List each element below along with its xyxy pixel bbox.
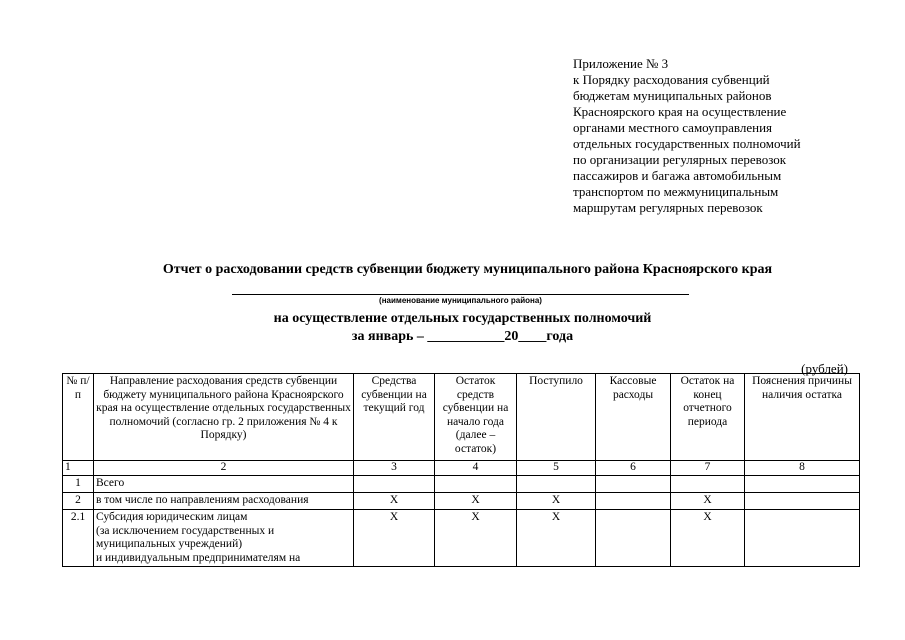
appendix-line: пассажиров и багажа автомобильным [573,168,782,183]
table-cell: X [517,493,596,510]
column-number: 3 [354,461,435,476]
table-cell [517,476,596,493]
column-number: 1 [63,461,94,476]
row-label: в том числе по направлениям расходования [94,493,354,510]
appendix-line: бюджетам муниципальных районов [573,88,772,103]
table-cell: X [354,510,435,567]
table-row [63,510,860,567]
appendix-line: транспортом по межмуниципальным [573,184,779,199]
table-cell: X [671,510,745,567]
table-cell: X [354,493,435,510]
appendix-line: отдельных государственных полномочий [573,136,801,151]
column-number: 4 [435,461,517,476]
units-label: (рублей) [801,361,848,376]
district-name-caption: (наименование муниципального района) [379,296,542,305]
table-cell: X [435,493,517,510]
table-cell: X [435,510,517,567]
table-cell [435,476,517,493]
report-table [62,373,860,567]
report-period: за январь – ___________20____года [351,329,574,344]
table-cell [596,476,671,493]
header-cell: Направление расходования средств субвенции бюджету муниципального района Красноярского края на осуществление отдельных государственных полномочий (согласно гр. 2 приложения № 4 к Порядку) [94,374,354,461]
table-cell: X [671,493,745,510]
row-number: 2.1 [63,510,94,567]
table-cell [596,493,671,510]
appendix-line: Приложение № 3 [573,56,669,71]
appendix-line: по организации регулярных перевозок [573,152,787,167]
appendix-line: маршрутам регулярных перевозок [573,200,763,215]
header-cell: Остаток средств субвенции на начало года (далее – остаток) [435,374,517,461]
row-number: 1 [63,476,94,493]
row-number: 2 [63,493,94,510]
table-cell [745,510,860,567]
column-number: 8 [745,461,860,476]
header-cell: Поступило [517,374,596,461]
header-cell: Средства субвенции на текущий год [354,374,435,461]
appendix-line: Красноярского края на осуществление [573,104,787,119]
table-cell [354,476,435,493]
column-number: 5 [517,461,596,476]
table-row [63,493,860,510]
table-cell [596,510,671,567]
column-number: 2 [94,461,354,476]
column-number: 6 [596,461,671,476]
table-cell [671,476,745,493]
header-cell: Остаток на конец отчетного периода [671,374,745,461]
header-cell: № п/п [63,374,94,461]
header-cell: Пояснения причины наличия остатка [745,374,860,461]
appendix-line: к Порядку расходования субвенций [573,72,770,87]
district-name-line [232,294,689,295]
report-subtitle: на осуществление отдельных государственных полномочий [273,311,652,326]
column-number: 7 [671,461,745,476]
table-cell [745,476,860,493]
column-number-row [63,461,860,476]
appendix-block [573,56,883,216]
row-label: Субсидия юридическим лицам (за исключением государственных и муниципальных учреждений) и индивидуальным предпринимателям на [94,510,354,567]
appendix-line: органами местного самоуправления [573,120,773,135]
table-header-row [63,374,860,461]
table-row [63,476,860,493]
report-title: Отчет о расходовании средств субвенции бюджету муниципального района Красноярского края [162,262,773,277]
table-cell [745,493,860,510]
header-cell: Кассовые расходы [596,374,671,461]
table-cell: X [517,510,596,567]
row-label: Всего [94,476,354,493]
